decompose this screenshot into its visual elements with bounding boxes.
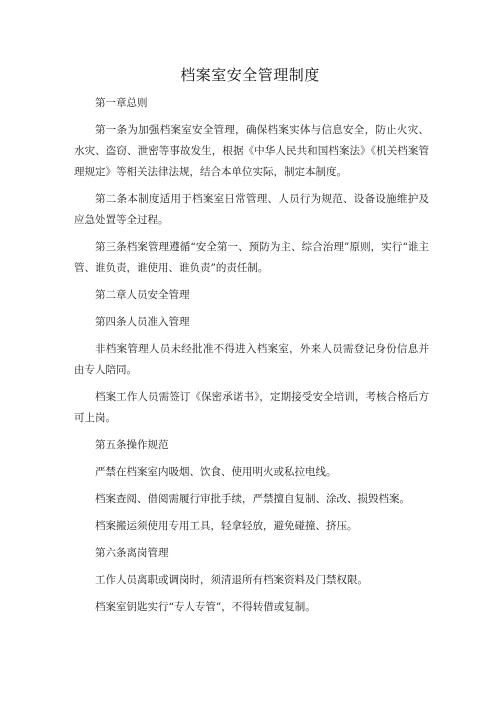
paragraph: 非档案管理人员未经批准不得进入档案室，外来人员需登记身份信息并由专人陪同。 — [74, 343, 429, 376]
paragraph: 档案工作人员需签订《保密承诺书》，定期接受安全培训，考核合格后方可上岗。 — [74, 391, 429, 424]
chapter-heading: 第一章总则 — [95, 97, 148, 109]
paragraph: 工作人员离职或调岗时，须清退所有档案资料及门禁权限。 — [95, 574, 368, 586]
chapter-heading: 第二章人员安全管理 — [95, 289, 190, 301]
paragraph: 第一条为加强档案室安全管理，确保档案实体与信息安全，防止火灾、水灾、盗窃、泄密等事故发生，根据《中华人民共和国档案法》《机关档案管理规定》等相关法律法规，结合本单位实际，制定本制度。 — [74, 124, 429, 178]
paragraph: 严禁在档案室内吸烟、饮食、使用明火或私拉电线。 — [95, 466, 337, 478]
paragraph: 档案搬运须使用专用工具，轻拿轻放，避免碰撞、挤压。 — [95, 520, 358, 532]
paragraph: 档案室钥匙实行“专人专管”，不得转借或复制。 — [95, 601, 316, 613]
document-title: 档案室安全管理制度 — [180, 66, 320, 84]
article-heading: 第五条操作规范 — [95, 439, 169, 451]
article-heading: 第四条人员准入管理 — [95, 316, 190, 328]
document-body — [74, 93, 429, 624]
paragraph: 第二条本制度适用于档案室日常管理、人员行为规范、设备设施维护及应急处置等全过程。 — [74, 193, 429, 226]
article-heading: 第六条离岗管理 — [95, 547, 169, 559]
paragraph: 档案查阅、借阅需履行审批手续，严禁擅自复制、涂改、损毁档案。 — [95, 493, 410, 505]
paragraph: 第三条档案管理遵循“安全第一、预防为主、综合治理”原则，实行“谁主管、谁负责，谁使用、谁负责”的责任制。 — [74, 241, 429, 274]
